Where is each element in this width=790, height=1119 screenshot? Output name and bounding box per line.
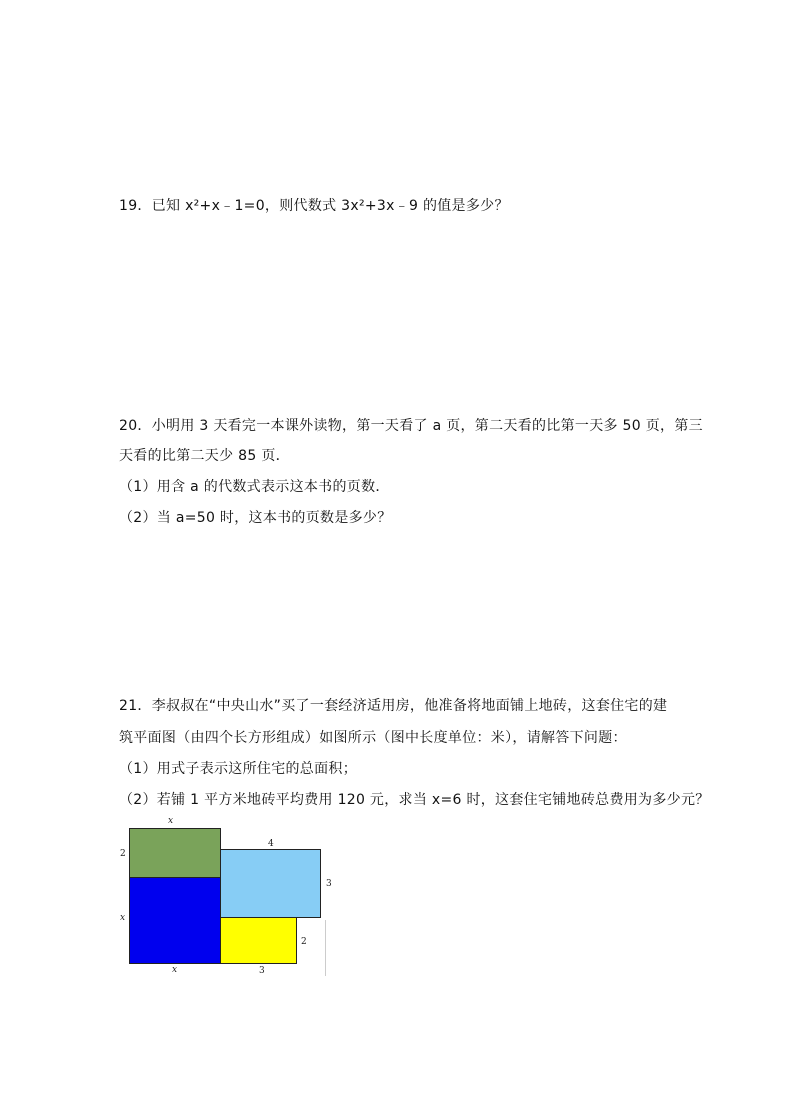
question-21-line-2: 筑平面图（由四个长方形组成）如图所示（图中长度单位：米），请解答下问题： (119, 730, 627, 746)
question-20-line-1: 20．小明用 3 天看完一本课外读物，第一天看了 a 页，第二天看的比第一天多 50 页，第三 (119, 418, 703, 434)
label-left-x: x (120, 913, 126, 923)
question-21-part-2: （2）若铺 1 平方米地砖平均费用 120 元，求当 x=6 时，这套住宅铺地砖总费用为多少元？ (119, 792, 710, 808)
blue-rectangle (129, 877, 221, 964)
question-20-part-1: （1）用含 a 的代数式表示这本书的页数． (119, 479, 390, 495)
floor-plan-figure (112, 812, 342, 982)
question-19-text: 19．已知 x²+x﹣1=0，则代数式 3x²+3x﹣9 的值是多少？ (119, 198, 509, 214)
question-21-line-1: 21．李叔叔在“中央山水”买了一套经济适用房，他准备将地面铺上地砖，这套住宅的建 (119, 698, 668, 714)
label-top-4: 4 (268, 839, 274, 849)
label-bottom-3: 3 (259, 966, 265, 976)
label-right-2: 2 (301, 937, 307, 947)
scan-edge-line (325, 920, 326, 976)
light-blue-rectangle (220, 849, 321, 918)
question-20-part-2: （2）当 a=50 时，这本书的页数是多少？ (119, 510, 392, 526)
green-rectangle (129, 828, 221, 878)
label-bottom-x: x (172, 965, 178, 975)
label-left-2: 2 (120, 849, 126, 859)
label-right-3: 3 (326, 879, 332, 889)
question-21-part-1: （1）用式子表示这所住宅的总面积； (119, 761, 358, 777)
question-20-line-2: 天看的比第二天少 85 页． (119, 448, 290, 464)
yellow-rectangle (220, 917, 297, 964)
label-top-x: x (168, 816, 174, 826)
